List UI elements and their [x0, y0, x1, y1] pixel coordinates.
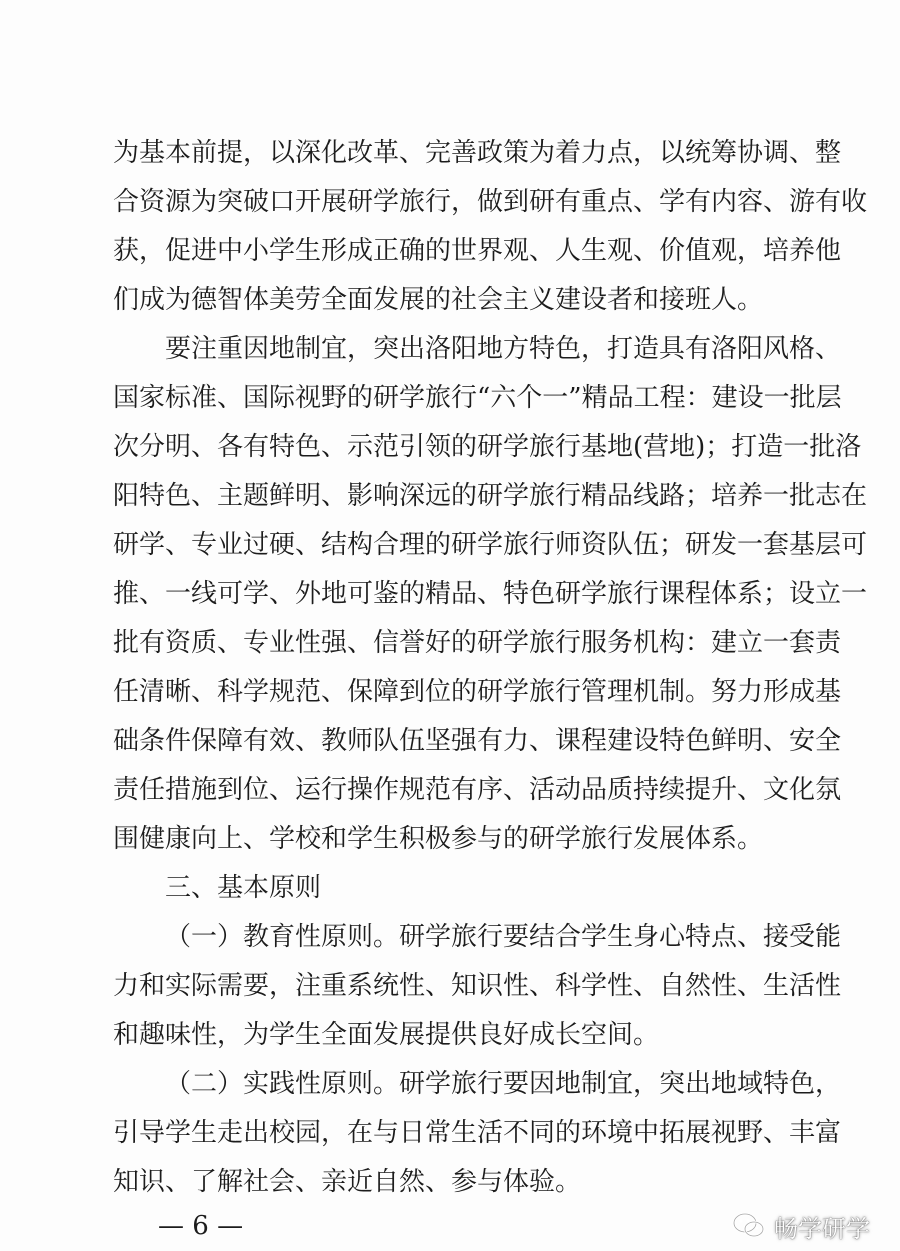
paragraph-4-line-2: 引导学生走出校园，在与日常生活不同的环境中拓展视野、丰富	[113, 1118, 842, 1148]
paragraph-1-line-2: 合资源为突破口开展研学旅行，做到研有重点、学有内容、游有收	[113, 187, 868, 217]
page-number: — 6 —	[158, 1211, 244, 1241]
paragraph-3-line-2: 力和实际需要，注重系统性、知识性、科学性、自然性、生活性	[113, 971, 842, 1001]
paragraph-4-line-1: （二）实践性原则。研学旅行要因地制宜，突出地域特色，	[165, 1069, 842, 1099]
paragraph-2-line-8: 任清晰、科学规范、保障到位的研学旅行管理机制。努力形成基	[113, 677, 842, 707]
paragraph-2-line-3: 次分明、各有特色、示范引领的研学旅行基地(营地)；打造一批洛	[113, 432, 862, 462]
watermark-label: 畅学研学	[774, 1214, 870, 1243]
paragraph-2-line-11: 围健康向上、学校和学生积极参与的研学旅行发展体系。	[113, 824, 764, 854]
watermark	[732, 1206, 870, 1246]
wechat-icon	[732, 1211, 766, 1241]
paragraph-4-line-3: 知识、了解社会、亲近自然、参与体验。	[113, 1167, 582, 1197]
paragraph-2-line-7: 批有资质、专业性强、信誉好的研学旅行服务机构：建立一套责	[113, 628, 842, 658]
paragraph-2-line-2: 国家标准、国际视野的研学旅行“六个一”精品工程：建设一批层	[113, 383, 842, 413]
paragraph-1-line-3: 获，促进中小学生形成正确的世界观、人生观、价值观，培养他	[113, 236, 842, 266]
paragraph-2-line-4: 阳特色、主题鲜明、影响深远的研学旅行精品线路；培养一批志在	[113, 481, 868, 511]
paragraph-2-line-1: 要注重因地制宜，突出洛阳地方特色，打造具有洛阳风格、	[165, 334, 842, 364]
paragraph-2-line-10: 责任措施到位、运行操作规范有序、活动品质持续提升、文化氛	[113, 775, 842, 805]
section-heading: 三、基本原则	[165, 873, 322, 903]
paragraph-2-line-5: 研学、专业过硬、结构合理的研学旅行师资队伍；研发一套基层可	[113, 530, 868, 560]
paragraph-2-line-9: 础条件保障有效、教师队伍坚强有力、课程建设特色鲜明、安全	[113, 726, 842, 756]
paragraph-3-line-3: 和趣味性，为学生全面发展提供良好成长空间。	[113, 1020, 660, 1050]
paragraph-1-line-4: 们成为德智体美劳全面发展的社会主义建设者和接班人。	[113, 285, 764, 315]
paragraph-3-line-1: （一）教育性原则。研学旅行要结合学生身心特点、接受能	[165, 922, 842, 952]
paragraph-2-line-6: 推、一线可学、外地可鉴的精品、特色研学旅行课程体系；设立一	[113, 579, 868, 609]
paragraph-1-line-1: 为基本前提，以深化改革、完善政策为着力点，以统筹协调、整	[113, 138, 842, 168]
